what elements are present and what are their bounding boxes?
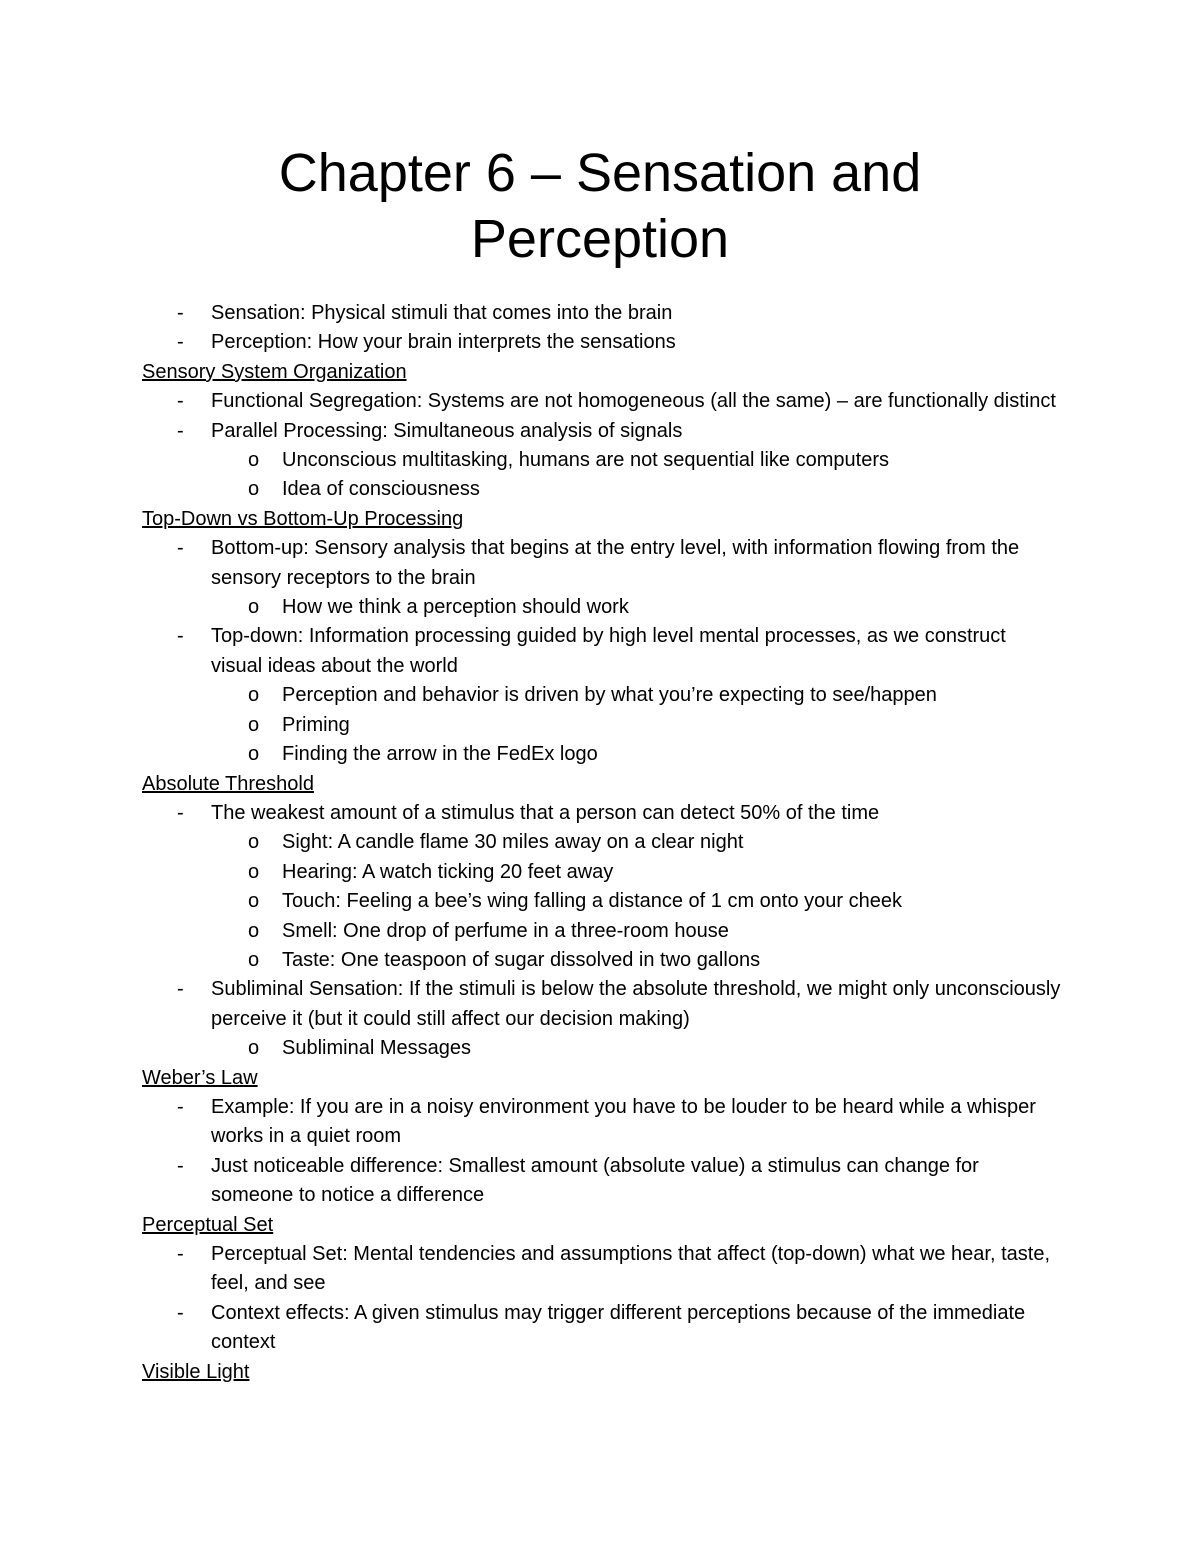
list-item <box>142 1093 1062 1152</box>
list-item <box>142 975 1062 1034</box>
list-item <box>142 299 1062 328</box>
dash-bullet: - <box>177 978 184 1001</box>
circle-bullet: o <box>248 919 260 942</box>
item-text: Just noticeable difference: Smallest amount (absolute value) a stimulus can change for someone to notice a difference <box>211 1154 979 1207</box>
item-text: Priming <box>282 713 350 736</box>
item-text: Parallel Processing: Simultaneous analysis of signals <box>211 419 683 442</box>
dash-bullet: - <box>177 801 184 824</box>
circle-bullet: o <box>248 743 260 766</box>
circle-bullet: o <box>248 1037 260 1060</box>
item-text: Functional Segregation: Systems are not homogeneous (all the same) – are functionally distinct <box>211 390 1056 413</box>
sub-list-item <box>142 711 1062 740</box>
sub-list-item <box>142 1034 1062 1063</box>
sub-list-item <box>142 946 1062 975</box>
section-heading-perceptual-set: Perceptual Set <box>142 1213 274 1236</box>
item-text: Smell: One drop of perfume in a three-room house <box>282 919 729 942</box>
section-heading-absolute-threshold: Absolute Threshold <box>142 772 314 795</box>
dash-bullet: - <box>177 1154 184 1177</box>
dash-bullet: - <box>177 537 184 560</box>
item-text: Subliminal Messages <box>282 1037 471 1060</box>
list-item <box>142 387 1062 416</box>
sub-list-item <box>142 740 1062 769</box>
circle-bullet: o <box>248 890 260 913</box>
list-item <box>142 1152 1062 1211</box>
item-text: Bottom-up: Sensory analysis that begins at the entry level, with information flowing from the sensory receptors to the brain <box>211 537 1020 589</box>
dash-bullet: - <box>177 1243 184 1265</box>
list-item <box>142 417 1062 446</box>
page-title <box>0 140 1200 272</box>
list-item <box>142 799 1062 828</box>
item-text: Subliminal Sensation: If the stimuli is below the absolute threshold, we might only unconsciously perceive it (but it could still affect our decision making) <box>211 978 1061 1030</box>
item-text: Unconscious multitasking, humans are not sequential like computers <box>282 449 889 472</box>
item-text: Taste: One teaspoon of sugar dissolved in two gallons <box>282 948 761 971</box>
circle-bullet: o <box>248 684 260 707</box>
list-item <box>142 328 1062 357</box>
title-line-1: Chapter 6 – Sensation and <box>278 143 922 203</box>
item-text: Perception: How your brain interprets the sensations <box>211 331 676 354</box>
dash-bullet: - <box>177 625 184 648</box>
circle-bullet: o <box>248 449 260 472</box>
sub-list-item <box>142 446 1062 475</box>
list-item <box>142 1299 1062 1358</box>
sub-list-item <box>142 887 1062 916</box>
item-text: How we think a perception should work <box>282 596 629 619</box>
list-item <box>142 1240 1062 1299</box>
circle-bullet: o <box>248 860 260 883</box>
item-text: Perception and behavior is driven by what you’re expecting to see/happen <box>282 684 937 707</box>
dash-bullet: - <box>177 390 184 413</box>
section-heading-sensory-system: Sensory System Organization <box>142 360 407 383</box>
item-text: Touch: Feeling a bee’s wing falling a distance of 1 cm onto your cheek <box>282 890 902 913</box>
circle-bullet: o <box>248 596 260 619</box>
item-text: Sight: A candle flame 30 miles away on a clear night <box>282 831 744 854</box>
circle-bullet: o <box>248 831 260 854</box>
section-heading-webers-law: Weber’s Law <box>142 1066 258 1089</box>
sub-list-item <box>142 681 1062 710</box>
item-text: Hearing: A watch ticking 20 feet away <box>282 860 614 883</box>
section-heading-visible-light: Visible Light <box>142 1360 250 1383</box>
title-line-2: Perception <box>470 209 730 269</box>
item-text: Sensation: Physical stimuli that comes into the brain <box>211 302 673 324</box>
item-text: Top-down: Information processing guided by high level mental processes, as we construct visual ideas about the world <box>211 625 1006 677</box>
item-text: Example: If you are in a noisy environment you have to be louder to be heard while a whisper works in a quiet room <box>211 1095 1036 1148</box>
list-item <box>142 534 1062 593</box>
dash-bullet: - <box>177 302 184 324</box>
section-heading-top-down-bottom-up: Top-Down vs Bottom-Up Processing <box>142 507 464 530</box>
list-item <box>142 622 1062 681</box>
item-text: Context effects: A given stimulus may trigger different perceptions because of the immediate context <box>211 1301 1026 1354</box>
sub-list-item <box>142 858 1062 887</box>
dash-bullet: - <box>177 1095 184 1118</box>
dash-bullet: - <box>177 419 184 442</box>
sub-list-item <box>142 828 1062 857</box>
dash-bullet: - <box>177 331 184 354</box>
sub-list-item <box>142 917 1062 946</box>
notes-body <box>142 299 1062 1387</box>
item-text: The weakest amount of a stimulus that a person can detect 50% of the time <box>211 801 880 824</box>
sub-list-item <box>142 593 1062 622</box>
sub-list-item <box>142 475 1062 504</box>
circle-bullet: o <box>248 713 260 736</box>
circle-bullet: o <box>248 478 260 501</box>
item-text: Finding the arrow in the FedEx logo <box>282 743 598 766</box>
item-text: Idea of consciousness <box>282 478 480 501</box>
dash-bullet: - <box>177 1301 184 1324</box>
item-text: Perceptual Set: Mental tendencies and assumptions that affect (top-down) what we hear, taste, feel, and see <box>211 1243 1051 1295</box>
circle-bullet: o <box>248 948 260 971</box>
